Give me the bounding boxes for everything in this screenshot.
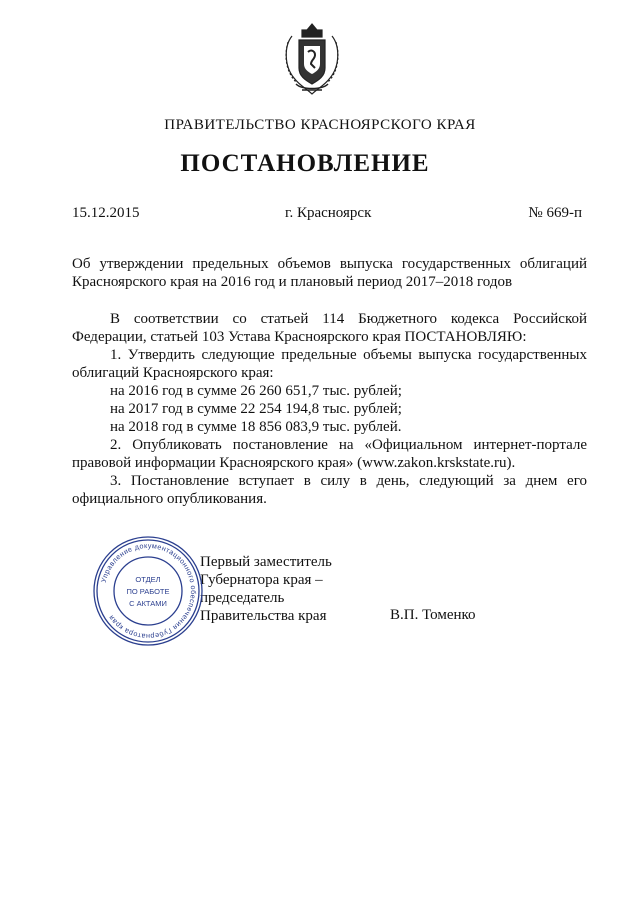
- signer-title-line-3: председатель: [200, 590, 285, 606]
- sum-2017-line: на 2017 год в сумме 22 254 194,8 тыс. рублей;: [110, 401, 402, 417]
- stamp-center-line-1: ОТДЕЛ: [135, 575, 161, 584]
- stamp-center-line-3: С АКТАМИ: [129, 599, 167, 608]
- document-body: [72, 310, 587, 508]
- document-number: № 669-п: [528, 205, 582, 221]
- coat-of-arms-emblem: [282, 22, 342, 98]
- document-city: г. Красноярск: [285, 205, 372, 221]
- item-3-paragraph: 3. Постановление вступает в силу в день, следующий за днем его официального опубликования.: [72, 473, 587, 507]
- sum-2016-line: на 2016 год в сумме 26 260 651,7 тыс. рублей;: [110, 383, 402, 399]
- signer-title-line-4: Правительства края: [200, 608, 327, 624]
- government-name: ПРАВИТЕЛЬСТВО КРАСНОЯРСКОГО КРАЯ: [164, 117, 476, 133]
- item-1-paragraph: 1. Утвердить следующие предельные объемы выпуска государственных облигаций Красноярского края:: [72, 347, 587, 381]
- official-stamp: [92, 535, 204, 647]
- signer-title-line-1: Первый заместитель: [200, 554, 332, 570]
- document-title: ПОСТАНОВЛЕНИЕ: [180, 150, 430, 177]
- sum-2018-line: на 2018 год в сумме 18 856 083,9 тыс. рублей.: [110, 419, 402, 435]
- stamp-outer-text: Управление документационного обеспечения Губернатора края: [98, 540, 199, 642]
- stamp-center-line-2: ПО РАБОТЕ: [126, 587, 170, 596]
- item-2-paragraph: 2. Опубликовать постановление на «Официальном интернет-портале правовой информации Красноярского края» (www.zakon.krskstate.ru).: [72, 437, 587, 471]
- document-subject: Об утверждении предельных объемов выпуска государственных облигаций Красноярского края на 2016 год и плановый период 2017–2018 годов: [72, 256, 587, 290]
- signer-name: В.П. Томенко: [390, 607, 476, 623]
- signature-block: [200, 553, 370, 625]
- preamble-paragraph: В соответствии со статьей 114 Бюджетного кодекса Российской Федерации, статьей 103 Устава Красноярского края ПОСТАНОВЛЯЮ:: [72, 311, 587, 345]
- signer-title-line-2: Губернатора края –: [200, 572, 323, 588]
- document-date: 15.12.2015: [72, 205, 140, 221]
